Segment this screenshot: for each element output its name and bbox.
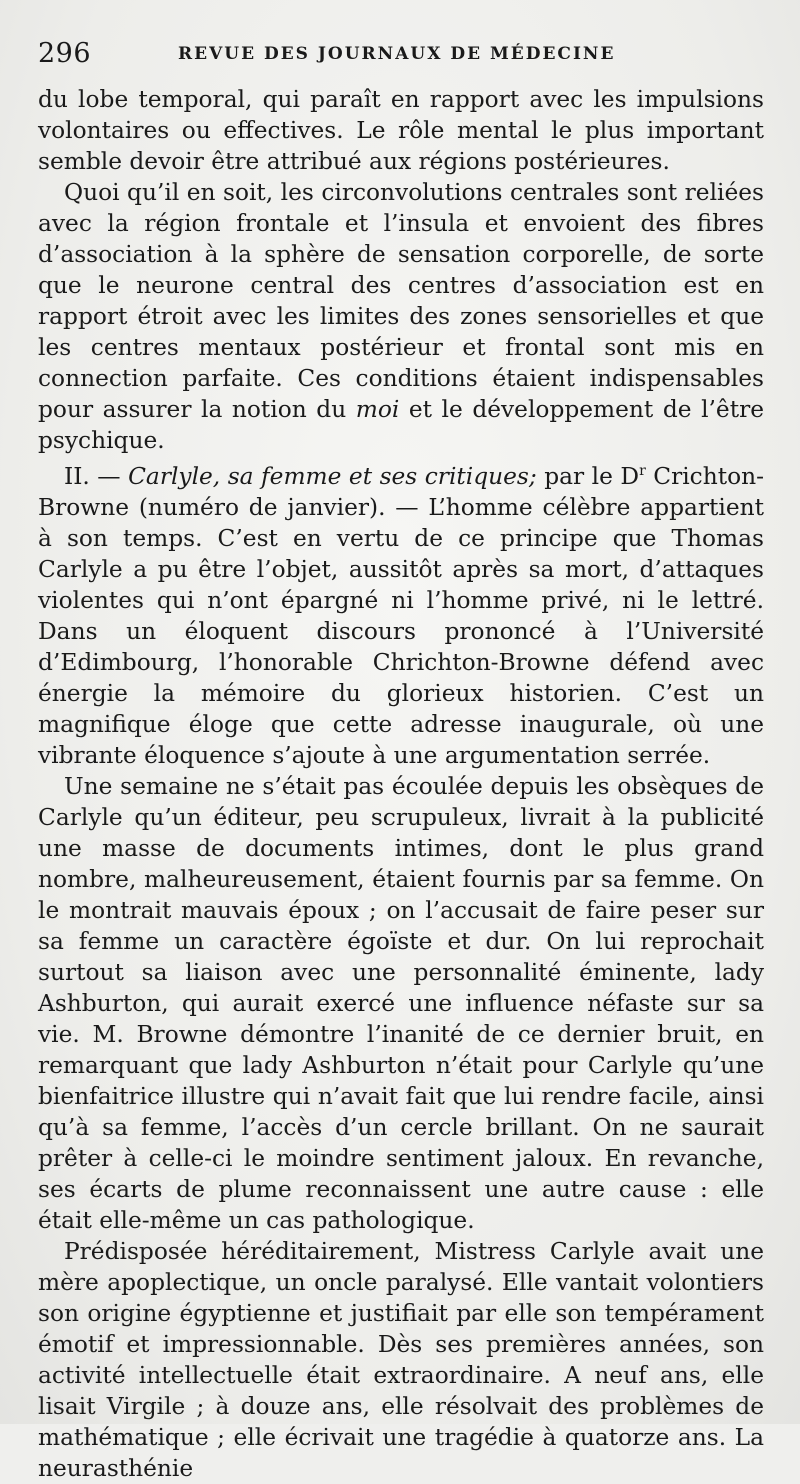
paragraph-2 [38,177,764,456]
byline-superscript: r [639,463,646,479]
paragraph-1: du lobe temporal, qui paraît en rapport avec les impulsions volontaires ou effectives. Le rôle mental le plus important semble devoir être attribué aux régions postérieures. [38,86,764,175]
paragraph-2-text-a: Quoi qu’il en soit, les circonvolutions centrales sont reliées avec la région frontale et l’insula et envoient des fibres d’association à la sphère de sensation corporelle, de sorte que le neurone central des centres d’association est en rapport étroit avec les limites des zones sensorielles et que les centres mentaux postérieur et frontal sont mis en connection parfaite. Ces conditions étaient indispensables pour assurer la notion du [38,179,764,423]
paragraph-4: Une semaine ne s’était pas écoulée depuis les obsèques de Carlyle qu’un éditeur, peu scrupuleux, livrait à la publicité une masse de documents intimes, dont le plus grand nombre, malheureusement, étaient fournis par sa femme. On le montrait mauvais époux ; on l’accusait de faire peser sur sa femme un caractère égoïste et dur. On lui reprochait surtout sa liaison avec une personnalité éminente, lady Ashburton, qui aurait exercé une influence néfaste sur sa vie. M. Browne démontre l’inanité de ce dernier bruit, en remarquant que lady Ashburton n’était pour Carlyle qu’une bienfaitrice illustre qui n’avait fait que lui rendre facile, ainsi qu’à sa femme, l’accès d’un cercle brillant. On ne saurait prêter à celle-ci le moindre sentiment jaloux. En revanche, ses écarts de plume reconnaissent une autre cause : elle était elle-même un cas pathologique. [38,773,764,1234]
paragraph-2-text-b: et le développement de l’être psychique. [38,396,764,454]
page-number: 296 [38,38,92,69]
article-byline: par le D [536,463,640,490]
article-title: Carlyle, sa femme et ses critiques; [128,463,537,490]
page-header [38,38,760,78]
paragraph-2-italic: moi [355,396,400,423]
body-text [38,84,764,1484]
paragraph-5: Prédisposée héréditairement, Mistress Carlyle avait une mère apoplectique, un oncle paralysé. Elle vantait volontiers son origine égyptienne et justifiait par elle son tempérament émotif et impressionnable. Dès ses premières années, son activité intellectuelle était extraordinaire. A neuf ans, elle lisait Virgile ; à douze ans, elle résolvait des problèmes de mathématique ; elle écrivait une tragédie à quatorze ans. La neurasthénie [38,1238,764,1482]
paragraph-3-section-ii [38,456,764,771]
paragraph-3-text: Crichton-Browne (numéro de janvier). — L’homme célèbre appartient à son temps. C’est en vertu de ce principe que Thomas Carlyle a pu être l’objet, aussitôt après sa mort, d’attaques violentes qui n’ont épargné ni l’homme privé, ni le lettré. Dans un éloquent discours prononcé à l’Université d’Edimbourg, l’honorable Chrichton-Browne défend avec énergie la mémoire du glorieux historien. C’est un magnifique éloge que cette adresse inaugurale, où une vibrante éloquence s’ajoute à une argumentation serrée. [38,463,764,769]
section-numeral: II. — [64,463,129,490]
running-title: REVUE DES JOURNAUX DE MÉDECINE [178,44,616,64]
